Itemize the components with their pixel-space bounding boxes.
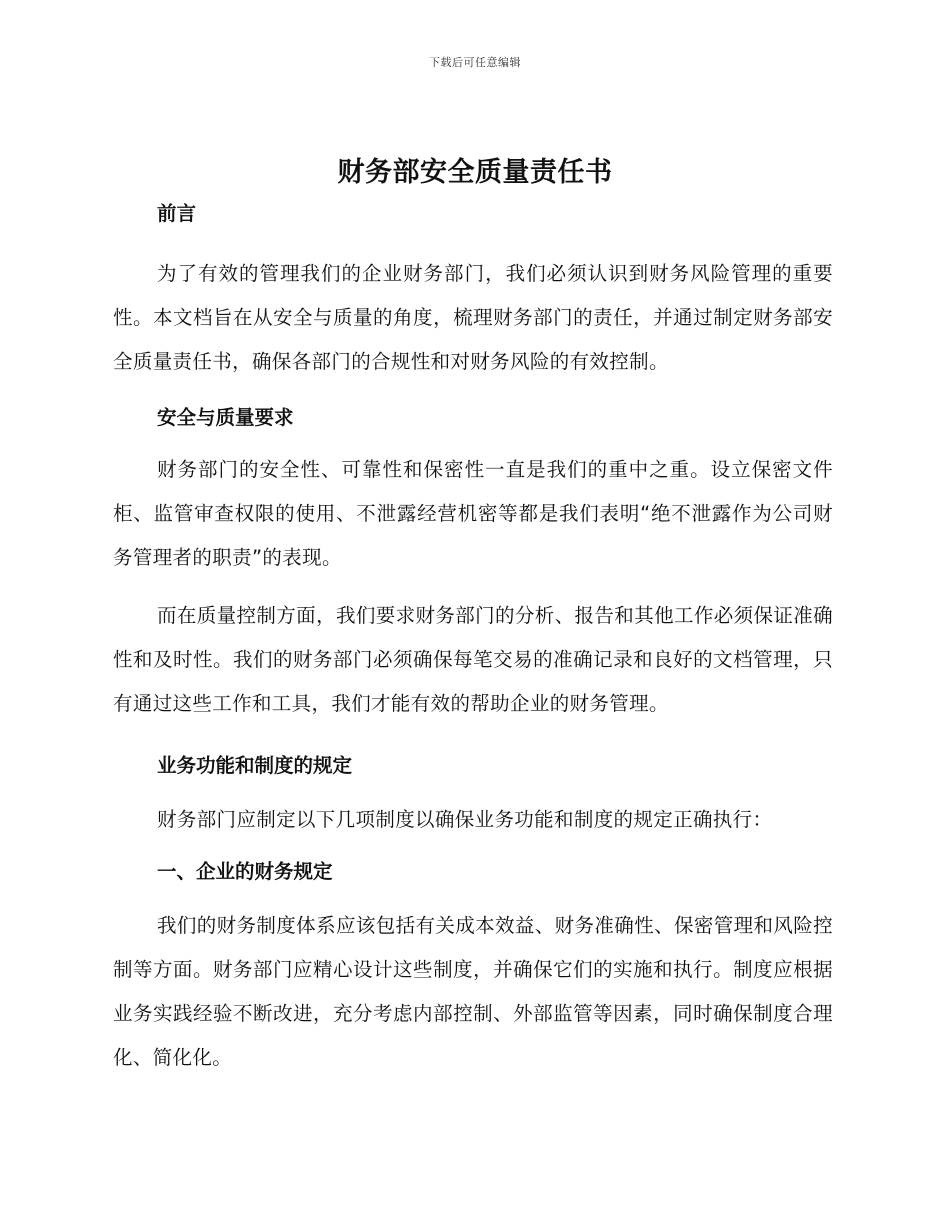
- paragraph-preface: 为了有效的管理我们的企业财务部门，我们必须认识到财务风险管理的重要性。本文档旨在从安全与质量的角度，梳理财务部门的责任，并通过制定财务部安全质量责任书，确保各部门的合规性和对财务风险的有效控制。: [113, 262, 833, 373]
- document-title: 财务部安全质量责任书: [337, 157, 613, 188]
- heading-financial-rules: 一、企业的财务规定: [157, 860, 333, 883]
- heading-business-rules: 业务功能和制度的规定: [157, 754, 353, 777]
- document-body: [113, 196, 833, 1080]
- heading-preface: 前言: [157, 202, 197, 225]
- paragraph-safety: 财务部门的安全性、可靠性和保密性一直是我们的重中之重。设立保密文件柜、监管审查权限的使用、不泄露经营机密等都是我们表明“绝不泄露作为公司财务管理者的职责”的表现。: [113, 458, 833, 569]
- paragraph-financial-rules: 我们的财务制度体系应该包括有关成本效益、财务准确性、保密管理和风险控制等方面。财务部门应精心设计这些制度，并确保它们的实施和执行。制度应根据业务实践经验不断改进，充分考虑内部控制、外部监管等因素，同时确保制度合理化、简化化。: [113, 914, 833, 1069]
- paragraph-business-rules: 财务部门应制定以下几项制度以确保业务功能和制度的规定正确执行：: [157, 808, 773, 831]
- paragraph-quality: 而在质量控制方面，我们要求财务部门的分析、报告和其他工作必须保证准确性和及时性。我们的财务部门必须确保每笔交易的准确记录和良好的文档管理，只有通过这些工作和工具，我们才能有效的帮助企业的财务管理。: [113, 604, 833, 715]
- heading-safety-quality: 安全与质量要求: [157, 406, 294, 429]
- header-note: 下载后可任意编辑: [429, 56, 521, 69]
